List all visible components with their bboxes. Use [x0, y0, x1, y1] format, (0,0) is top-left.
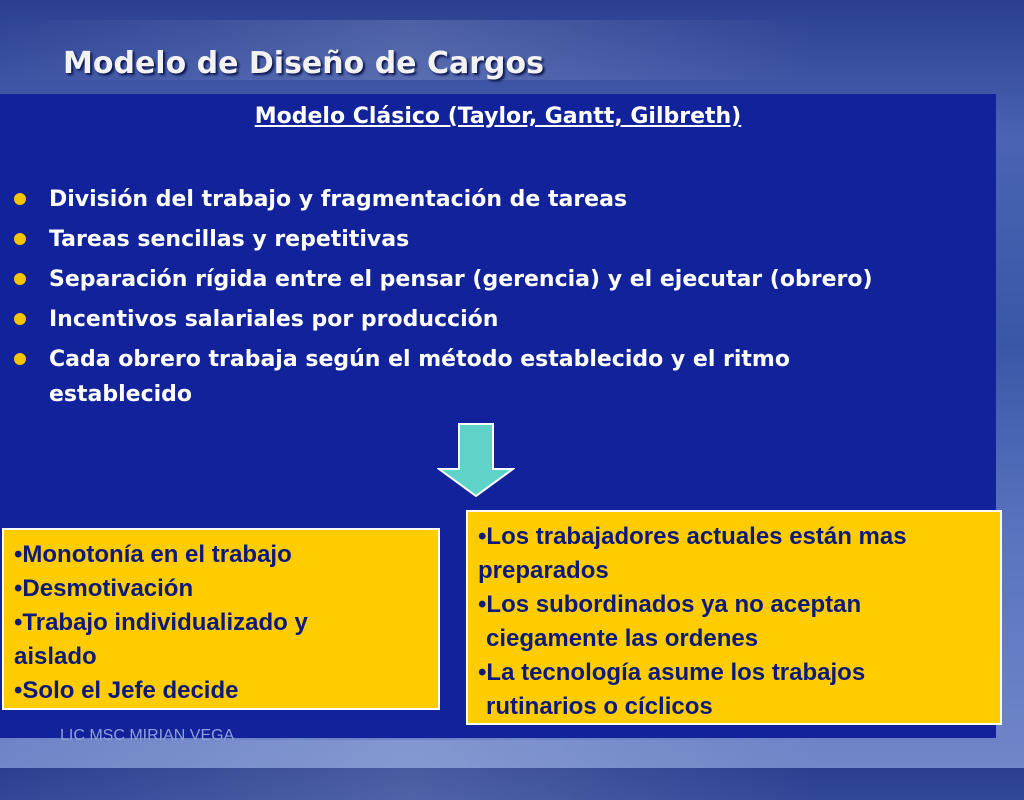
down-arrow-icon: [437, 423, 515, 497]
box-line: •Desmotivación: [14, 575, 194, 602]
box-line: aislado: [14, 643, 97, 670]
bullet-dot-icon: [14, 353, 26, 365]
bullet-text: División del trabajo y fragmentación de tareas: [49, 187, 628, 212]
list-item: [14, 182, 914, 217]
bullet-text: Incentivos salariales por producción: [49, 307, 499, 332]
bullet-dot-icon: [14, 193, 26, 205]
footer-author: LIC MSC MIRIAN VEGA: [60, 727, 235, 744]
box-line: preparados: [478, 557, 609, 584]
current-context-box: [466, 510, 1002, 725]
box-line: •Solo el Jefe decide: [14, 677, 239, 704]
bullet-text: Cada obrero trabaja según el método establecido y el ritmo establecido: [49, 347, 790, 407]
box-line: ciegamente las ordenes: [486, 625, 759, 652]
bullet-dot-icon: [14, 233, 26, 245]
box-line: •Monotonía en el trabajo: [14, 541, 292, 568]
section-subtitle: Modelo Clásico (Taylor, Gantt, Gilbreth): [254, 104, 742, 129]
bullet-text: Separación rígida entre el pensar (gerencia) y el ejecutar (obrero): [49, 267, 873, 292]
background-streak: [0, 740, 1024, 800]
list-item: [14, 222, 914, 257]
bullet-list: [14, 182, 914, 417]
box-line: rutinarios o cíclicos: [486, 693, 713, 720]
box-line: •La tecnología asume los trabajos: [478, 659, 866, 686]
list-item: [14, 302, 914, 337]
box-line: •Los subordinados ya no aceptan: [478, 591, 862, 618]
consequences-box: [2, 528, 440, 710]
slide-title: Modelo de Diseño de Cargos: [63, 46, 544, 81]
list-item: [14, 342, 914, 412]
box-line: •Trabajo individualizado y: [14, 609, 308, 636]
box-line: •Los trabajadores actuales están mas: [478, 523, 907, 550]
bullet-text: Tareas sencillas y repetitivas: [49, 227, 410, 252]
list-item: [14, 262, 914, 297]
bullet-dot-icon: [14, 313, 26, 325]
bullet-dot-icon: [14, 273, 26, 285]
